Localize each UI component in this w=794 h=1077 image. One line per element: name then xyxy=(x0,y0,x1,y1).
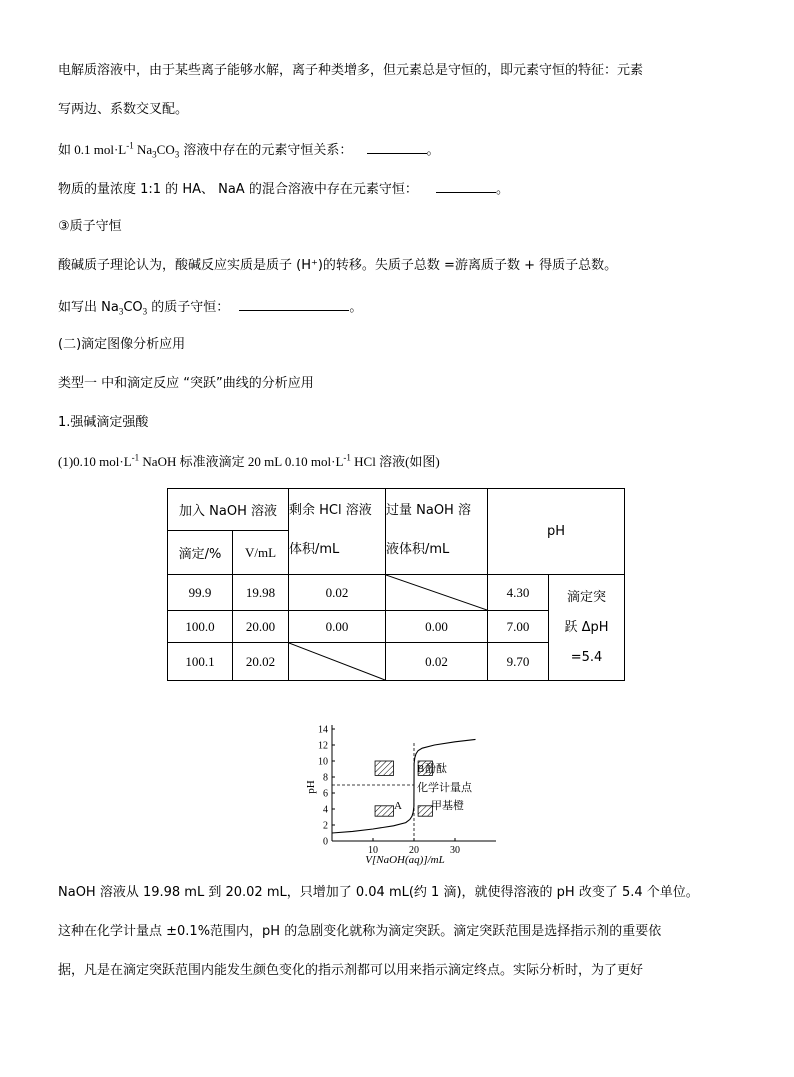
titration-curve-chart xyxy=(300,717,500,867)
y-tick-label: 8 xyxy=(323,772,328,784)
paragraph-12: NaOH 溶液从 19.98 mL 到 20.02 mL，只增加了 0.04 mL(约 1 滴)，就使得溶液的 pH 改变了 5.4 个单位。 xyxy=(58,885,699,900)
titration-table xyxy=(167,488,625,681)
x-tick-label: 10 xyxy=(368,845,378,856)
jump-line-1: 滴定突 xyxy=(566,589,606,605)
formula-sub-2: 3 xyxy=(142,306,148,317)
cell-jump xyxy=(549,575,625,681)
paragraph-11 xyxy=(58,454,440,470)
cell-ph: 4.30 xyxy=(488,575,549,611)
text: HCl 溶液(如图) xyxy=(350,454,440,469)
cell-remaining: 0.02 xyxy=(289,575,386,611)
diagonal-line xyxy=(289,643,385,680)
formula-co: CO xyxy=(156,142,175,157)
question-text-2: 的质子守恒： xyxy=(147,300,230,315)
type-heading: 类型一 中和滴定反应 “突跃”曲线的分析应用 xyxy=(58,376,314,391)
label-equivalence-point: 化学计量点 xyxy=(417,782,472,794)
text: NaOH 标准液滴定 20 mL 0.10 mol·L xyxy=(139,454,344,469)
cell-percent: 100.1 xyxy=(168,643,233,681)
cell-empty-diagonal xyxy=(386,575,488,611)
cell-volume: 20.00 xyxy=(233,611,289,643)
subsection-heading: 1.强碱滴定强酸 xyxy=(58,415,149,430)
y-tick-label: 2 xyxy=(323,820,328,832)
header-line-1: 剩余 HCl 溶液 xyxy=(289,503,372,518)
y-tick-label: 4 xyxy=(323,804,328,816)
paragraph-14: 据，凡是在滴定突跃范围内能发生颜色变化的指示剂都可以用来指示滴定终点。实际分析时，为了更好 xyxy=(58,963,644,978)
y-tick-label: 6 xyxy=(323,788,328,800)
cell-empty-diagonal xyxy=(289,643,386,681)
cell-ph: 9.70 xyxy=(488,643,549,681)
unit-exponent: -1 xyxy=(126,140,134,151)
x-tick-label: 30 xyxy=(450,845,460,856)
cell-percent: 100.0 xyxy=(168,611,233,643)
header-ph: pH xyxy=(488,489,625,575)
diagonal-line xyxy=(386,575,487,610)
paragraph-3 xyxy=(58,141,440,159)
cell-ph: 7.00 xyxy=(488,611,549,643)
answer-blank[interactable] xyxy=(436,180,496,193)
paragraph-7 xyxy=(58,298,362,316)
cell-volume: 19.98 xyxy=(233,575,289,611)
header-line-2: 体积/mL xyxy=(289,542,340,557)
cell-volume: 20.02 xyxy=(233,643,289,681)
period: 。 xyxy=(426,143,440,158)
paragraph-4 xyxy=(58,180,509,198)
methyl-orange-band-left xyxy=(375,806,393,816)
jump-line-2: 跃 ΔpH xyxy=(564,619,609,635)
y-tick-label: 14 xyxy=(318,724,328,736)
y-tick-label: 0 xyxy=(323,836,328,848)
cell-percent: 99.9 xyxy=(168,575,233,611)
header-excess-naoh xyxy=(386,489,488,575)
formula-sub-1: 3 xyxy=(152,149,157,160)
question-text: 溶液中存在的元素守恒关系： xyxy=(179,143,353,158)
question-text: 如写出 Na xyxy=(58,300,119,315)
answer-blank[interactable] xyxy=(239,298,349,311)
formula-sub-1: 3 xyxy=(118,306,124,317)
cell-remaining: 0.00 xyxy=(289,611,386,643)
label-b: B xyxy=(417,763,425,775)
cell-excess: 0.00 xyxy=(386,611,488,643)
period: 。 xyxy=(495,182,509,197)
conc-text: 如 0.1 mol·L xyxy=(58,142,127,157)
label-methyl-orange: 甲基橙 xyxy=(431,800,464,812)
phenolphthalein-band-left xyxy=(375,761,393,775)
y-tick-label: 12 xyxy=(318,740,328,752)
header-line-1: 过量 NaOH 溶 xyxy=(386,503,471,518)
label-a: A xyxy=(394,800,402,812)
formula-na: Na xyxy=(133,142,153,157)
header-add-naoh: 加入 NaOH 溶液 xyxy=(168,489,289,531)
paragraph-13: 这种在化学计量点 ±0.1%范围内，pH 的急剧变化就称为滴定突跃。滴定突跃范围是选择指示剂的重要依 xyxy=(58,924,662,939)
formula-co: CO xyxy=(123,300,143,315)
label-phenolphthalein: 酚酞 xyxy=(425,763,447,775)
period: 。 xyxy=(349,300,363,315)
header-line-2: 液体积/mL xyxy=(386,542,450,557)
formula-sub-2: 3 xyxy=(174,149,180,160)
paragraph-1: 电解质溶液中，由于某些离子能够水解，离子种类增多，但元素总是守恒的，即元素守恒的特征：元素 xyxy=(58,63,644,78)
cell-excess: 0.02 xyxy=(386,643,488,681)
exponent: -1 xyxy=(343,452,351,463)
y-axis-label: pH xyxy=(305,780,317,794)
text: (1)0.10 mol·L xyxy=(58,454,132,469)
paragraph-6: 酸碱质子理论认为，酸碱反应实质是质子 (H⁺)的转移。失质子总数 =游离质子数 + 得质子总数。 xyxy=(58,258,618,273)
table-row xyxy=(168,575,625,611)
jump-line-3: =5.4 xyxy=(570,649,603,665)
answer-blank[interactable] xyxy=(367,141,427,154)
section-title-2: (二)滴定图像分析应用 xyxy=(58,337,186,352)
header-percent: 滴定/% xyxy=(168,531,233,575)
header-remaining-hcl xyxy=(289,489,386,575)
question-text: 物质的量浓度 1:1 的 HA、 NaA 的混合溶液中存在元素守恒： xyxy=(58,182,418,197)
x-axis-label: V[NaOH(aq)]/mL xyxy=(365,854,445,866)
section-proton-conservation: ③质子守恒 xyxy=(58,219,122,234)
paragraph-2: 写两边、系数交叉配。 xyxy=(58,102,189,117)
x-tick-label: 20 xyxy=(409,845,419,856)
header-volume: V/mL xyxy=(233,531,289,575)
y-tick-label: 10 xyxy=(318,756,328,768)
exponent: -1 xyxy=(131,452,140,463)
